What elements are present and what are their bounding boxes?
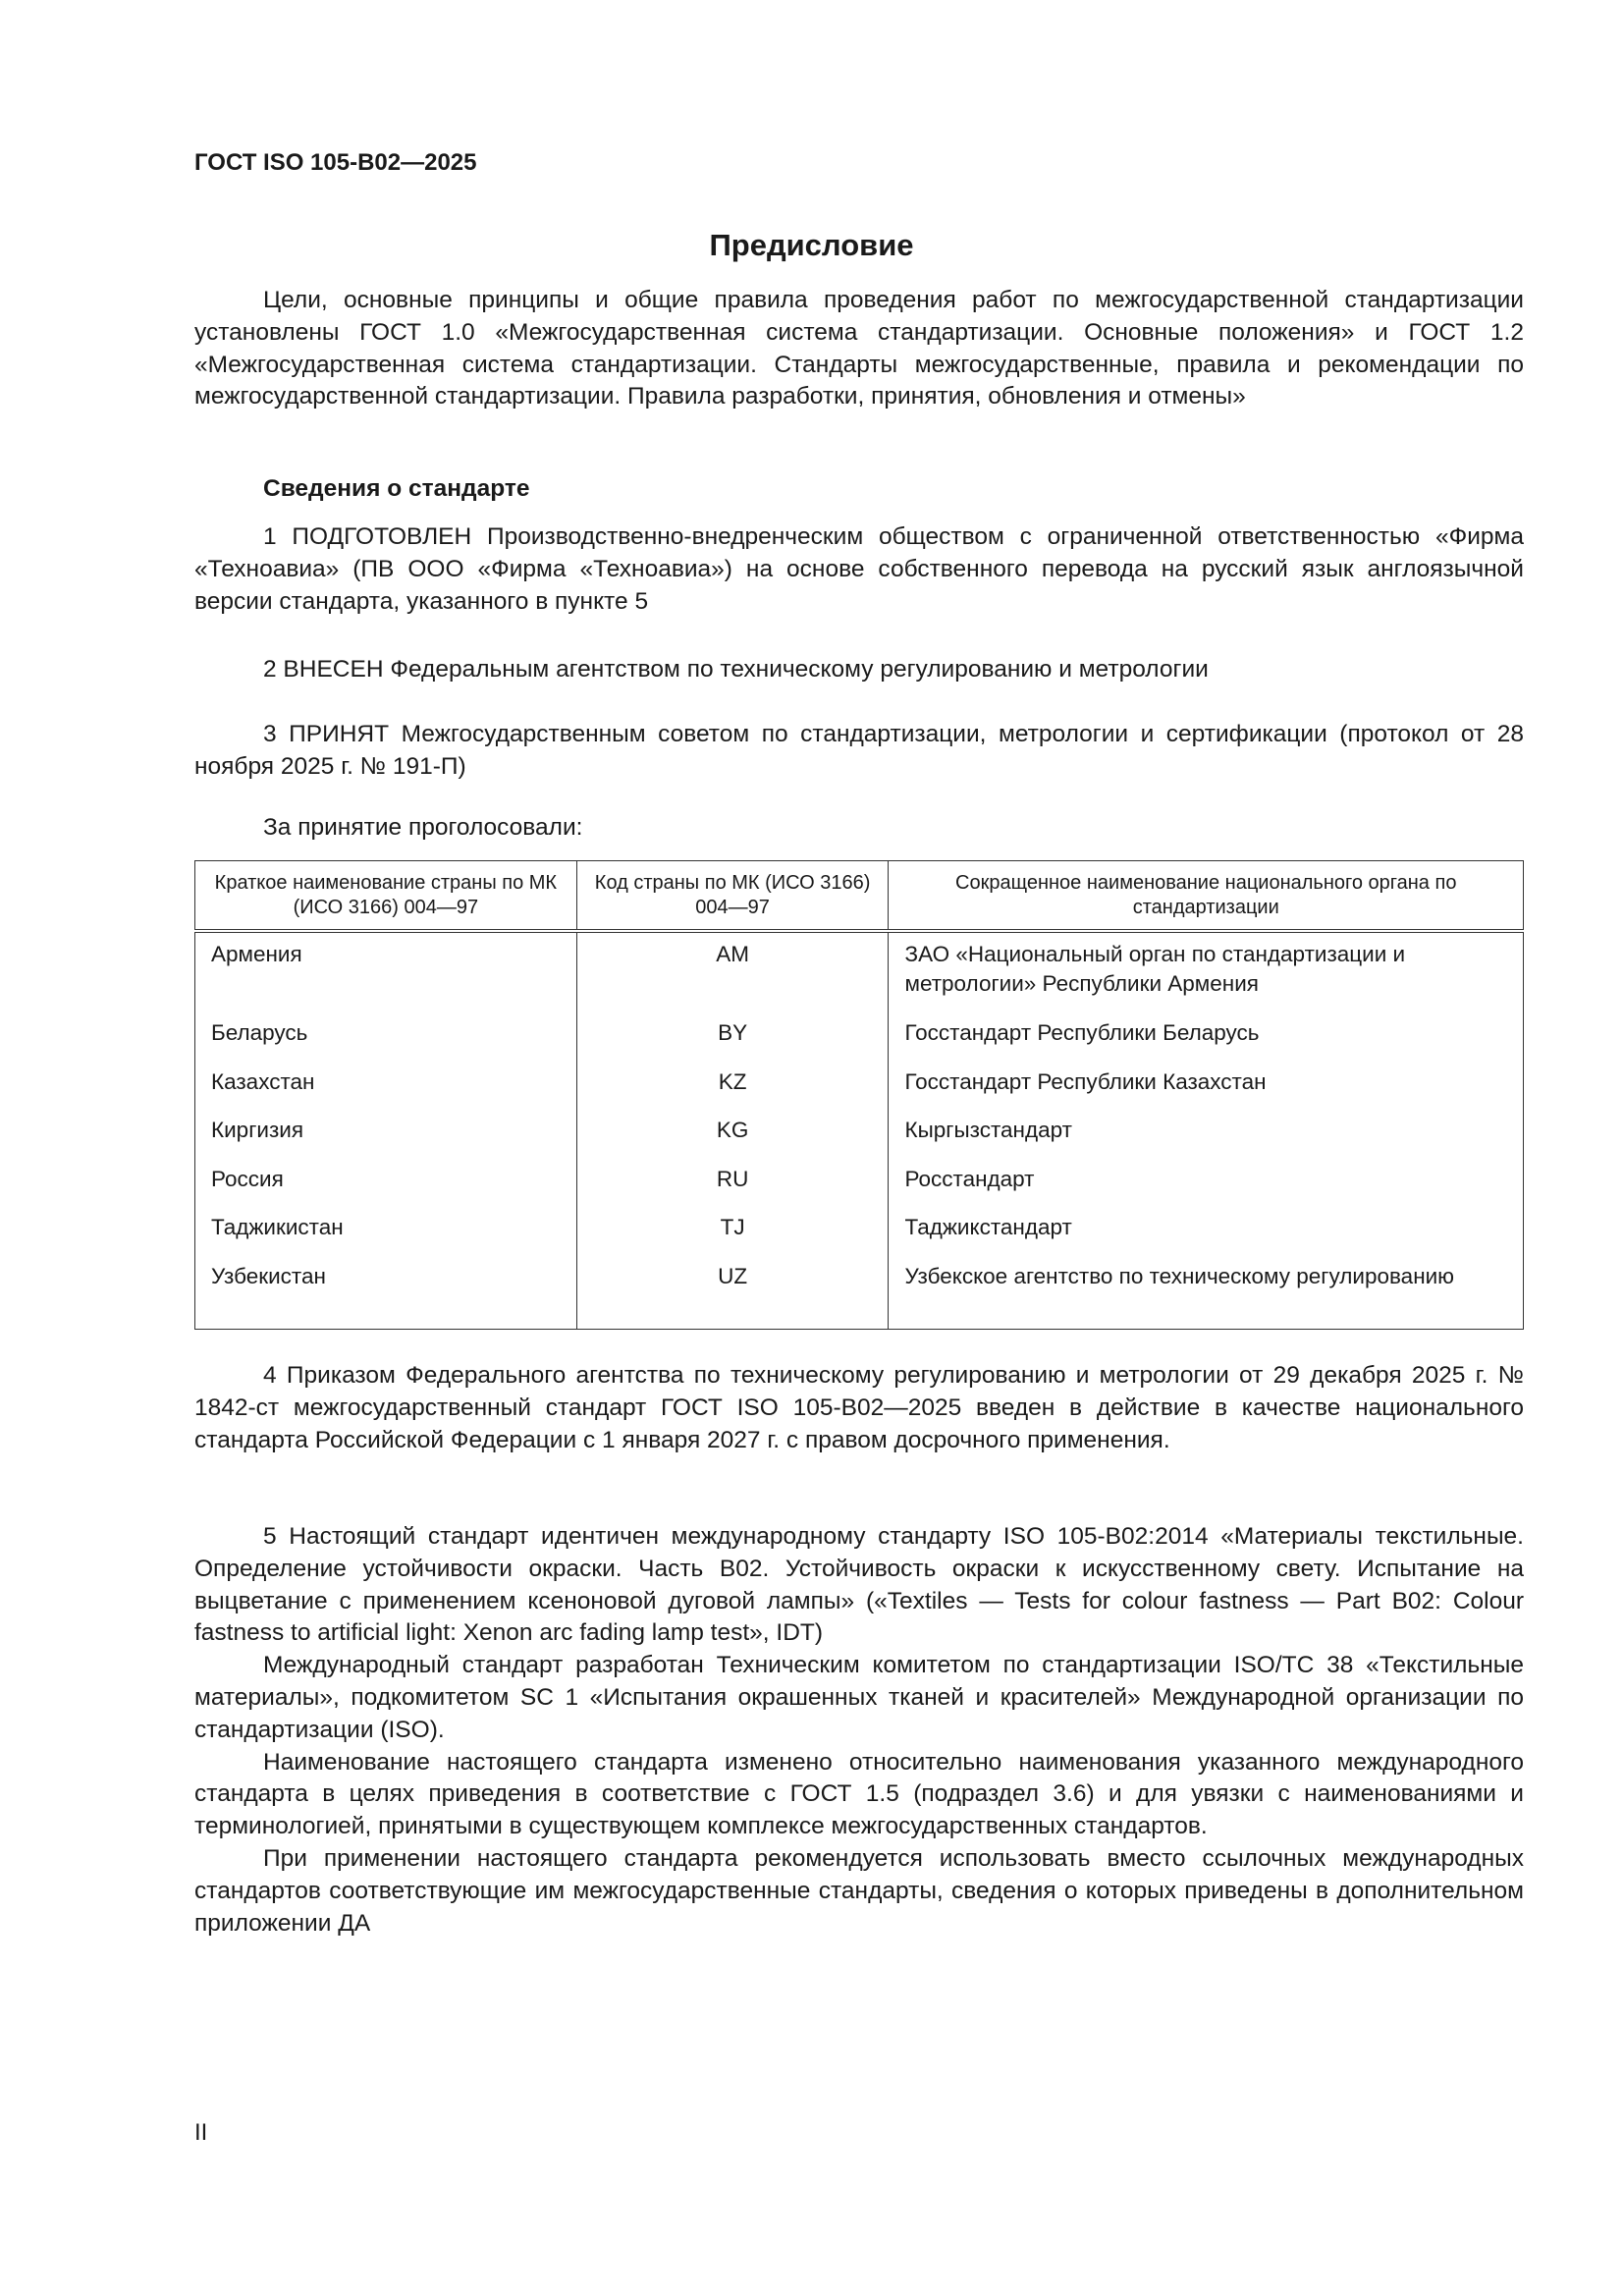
- country-name: Беларусь: [195, 1018, 577, 1067]
- country-name: Таджикистан: [195, 1213, 577, 1262]
- country-name: Киргизия: [195, 1116, 577, 1165]
- national-organ: Росстандарт: [889, 1165, 1524, 1214]
- header-code: Код страны по МК (ИСО 3166) 004—97: [576, 861, 889, 932]
- country-code: BY: [576, 1018, 889, 1067]
- table-row: [195, 1213, 1524, 1262]
- header-country: Краткое наименование страны по МК (ИСО 3166) 004—97: [195, 861, 577, 932]
- vote-label: За принятие проголосовали:: [263, 814, 583, 841]
- table-row: [195, 1262, 1524, 1330]
- country-name: Армения: [195, 931, 577, 1018]
- country-code: UZ: [576, 1262, 889, 1330]
- intro-text: Цели, основные принципы и общие правила проведения работ по межгосударственной стандартизации установлены ГОСТ 1.0 «Межгосударственная система стандартизации. Основные положения» и ГОСТ 1.2 «Межгосударственная система стандартизации. Стандарты межгосударственные, правила и рекомендации по межгосударственной стандартизации. Правила разработки, принятия, обновления и отмены»: [194, 287, 1524, 410]
- item-1-text: 1 ПОДГОТОВЛЕН Производственно-внедренческим обществом с ограниченной ответственностью «Фирма «Техноавиа» (ПВ ООО «Фирма «Техноавиа») на основе собственного перевода на русский язык англоязычной версии стандарта, указанного в пункте 5: [194, 523, 1524, 615]
- country-code: KG: [576, 1116, 889, 1165]
- table-row: [195, 1067, 1524, 1117]
- table-row: [195, 1018, 1524, 1067]
- header-organ: Сокращенное наименование национального органа по стандартизации: [889, 861, 1524, 932]
- item-5-paragraph-4: При применении настоящего стандарта рекомендуется использовать вместо ссылочных международных стандартов соответствующие им межгосударственные стандарты, сведения о которых приведены в дополнительном приложении ДА: [194, 1844, 1524, 1937]
- item-2-text: 2 ВНЕСЕН Федеральным агентством по техническому регулированию и метрологии: [263, 656, 1209, 683]
- item-3: [194, 719, 1524, 784]
- item-5: [194, 1521, 1524, 1940]
- table-row: [195, 931, 1524, 1018]
- country-name: Узбекистан: [195, 1262, 577, 1330]
- table-row: [195, 1165, 1524, 1214]
- country-code: RU: [576, 1165, 889, 1214]
- national-organ: Кыргызстандарт: [889, 1116, 1524, 1165]
- national-organ: Госстандарт Республики Беларусь: [889, 1018, 1524, 1067]
- page-title: Предисловие: [709, 228, 914, 262]
- national-organ: Таджикстандарт: [889, 1213, 1524, 1262]
- country-code: TJ: [576, 1213, 889, 1262]
- item-5-paragraph-1: 5 Настоящий стандарт идентичен международному стандарту ISO 105-B02:2014 «Материалы текстильные. Определение устойчивости окраски. Часть B02. Устойчивость окраски к искусственному свету. Испытание на выцветание с применением ксеноновой дуговой лампы» («Textiles — Tests for colour fastness — Part B02: Colour fastness to artificial light: Xenon arc fading lamp test», IDT): [194, 1523, 1524, 1647]
- national-organ: Узбекское агентство по техническому регулированию: [889, 1262, 1524, 1330]
- country-name: Россия: [195, 1165, 577, 1214]
- document-code-header: ГОСТ ISO 105-B02—2025: [194, 149, 477, 176]
- page-number: II: [194, 2119, 208, 2146]
- intro-paragraph: [194, 285, 1524, 413]
- country-name: Казахстан: [195, 1067, 577, 1117]
- table-header-row: [195, 861, 1524, 932]
- national-organ: ЗАО «Национальный орган по стандартизации и метрологии» Республики Армения: [889, 931, 1524, 1018]
- country-code: KZ: [576, 1067, 889, 1117]
- item-2: [194, 654, 1524, 686]
- item-1: [194, 521, 1524, 618]
- item-5-paragraph-2: Международный стандарт разработан Техническим комитетом по стандартизации ISO/TC 38 «Текстильные материалы», подкомитетом SC 1 «Испытания окрашенных тканей и красителей» Международной организации по стандартизации (ISO).: [194, 1652, 1524, 1743]
- item-4: [194, 1360, 1524, 1456]
- item-3-text: 3 ПРИНЯТ Межгосударственным советом по стандартизации, метрологии и сертификации (протокол от 28 ноября 2025 г. № 191-П): [194, 721, 1524, 780]
- voting-countries-table: [194, 860, 1524, 1330]
- section-heading: Сведения о стандарте: [263, 475, 530, 502]
- item-4-text: 4 Приказом Федерального агентства по техническому регулированию и метрологии от 29 декабря 2025 г. № 1842-ст межгосударственный стандарт ГОСТ ISO 105-B02—2025 введен в действие в качестве национального стандарта Российской Федерации с 1 января 2027 г. с правом досрочного применения.: [194, 1362, 1524, 1453]
- table-row: [195, 1116, 1524, 1165]
- country-code: AM: [576, 931, 889, 1018]
- item-5-paragraph-3: Наименование настоящего стандарта изменено относительно наименования указанного международного стандарта в целях приведения в соответствие с ГОСТ 1.5 (подраздел 3.6) и для увязки с наименованиями и терминологией, принятыми в существующем комплексе межгосударственных стандартов.: [194, 1748, 1524, 1840]
- national-organ: Госстандарт Республики Казахстан: [889, 1067, 1524, 1117]
